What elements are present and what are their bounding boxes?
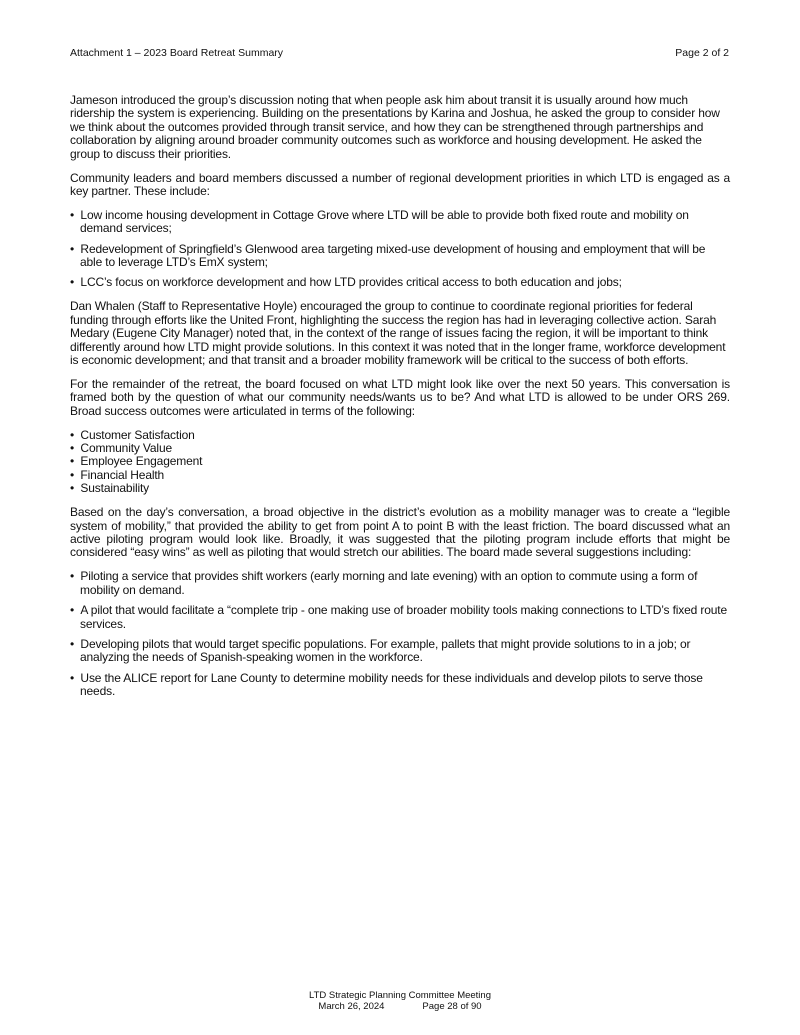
list-item: • Redevelopment of Springfield’s Glenwood area targeting mixed-use development of housing and employment that will be able to leverage LTD’s EmX system; — [70, 243, 730, 270]
paragraph-federal-funding: Dan Whalen (Staff to Representative Hoyle) encouraged the group to continue to coordinate regional priorities for federal funding through efforts like the United Front, highlighting the success the region has had in leveraging collective action. Sarah Medary (Eugene City Manager) noted that, in the context of the range of issues facing the region, it will be important to think differently around how LTD might provide solutions. In this context it was noted that in the longer frame, workforce development is economic development; and that transit and a broader mobility framework will be critical to the success of both efforts. — [70, 299, 726, 367]
list-item: • Low income housing development in Cottage Grove where LTD will be able to provide both fixed route and mobility on demand services; — [70, 209, 730, 236]
priorities-list — [70, 209, 730, 290]
list-item: • Use the ALICE report for Lane County to determine mobility needs for these individuals and develop pilots to serve those needs. — [70, 672, 730, 699]
paragraph-mobility: Based on the day’s conversation, a broad objective in the district’s evolution as a mobility manager was to create a “legible system of mobility,” that provided the ability to get from point A to point B with the least friction. The board discussed what an active piloting program would look like. Broadly, it was suggested that the piloting program include efforts that might be considered “easy wins” as well as piloting that would stretch our abilities. The board made several suggestions including: — [70, 505, 730, 560]
page-footer — [0, 990, 800, 1012]
list-item: • Financial Health — [70, 469, 730, 482]
success-outcomes-list — [70, 429, 730, 496]
paragraph-intro: Jameson introduced the group’s discussion noting that when people ask him about transit it is usually around how much ridership the system is experiencing. Building on the presentations by Karina and Joshua, he asked the group to consider how we think about the outcomes provided through transit service, and how they can be strengthened through partnerships and collaboration by aligning around broader community outcomes such as workforce and housing development. He asked the group to discuss their priorities. — [70, 93, 720, 161]
list-item: • Community Value — [70, 442, 730, 455]
header-page-number: Page 2 of 2 — [675, 47, 729, 59]
list-item: • Piloting a service that provides shift workers (early morning and late evening) with an option to commute using a form of mobility on demand. — [70, 570, 730, 597]
list-item: • Developing pilots that would target specific populations. For example, pallets that might provide solutions to in a job; or analyzing the needs of Spanish-speaking women in the workforce. — [70, 638, 730, 665]
list-item: • LCC’s focus on workforce development and how LTD provides critical access to both education and jobs; — [70, 276, 730, 289]
list-item: • Customer Satisfaction — [70, 429, 730, 442]
footer-page-number: Page 28 of 90 — [422, 1001, 482, 1012]
page-header — [70, 47, 729, 59]
footer-date: March 26, 2024 — [318, 1001, 385, 1012]
document-body — [70, 94, 730, 709]
pilot-suggestions-list — [70, 570, 730, 698]
paragraph-next-50-years: For the remainder of the retreat, the board focused on what LTD might look like over the next 50 years. This conversation is framed both by the question of what our community needs/wants us to be? And what LTD is allowed to be under ORS 269. Broad success outcomes were articulated in terms of the following: — [70, 376, 730, 418]
list-item: • Sustainability — [70, 482, 730, 495]
header-title: Attachment 1 – 2023 Board Retreat Summary — [70, 47, 284, 59]
footer-meeting: LTD Strategic Planning Committee Meeting — [309, 990, 491, 1001]
list-item: • Employee Engagement — [70, 455, 730, 468]
list-item: • A pilot that would facilitate a “complete trip - one making use of broader mobility tools making connections to LTD’s fixed route services. — [70, 604, 730, 631]
paragraph-priorities: Community leaders and board members discussed a number of regional development priorities in which LTD is engaged as a key partner. These include: — [70, 170, 730, 198]
